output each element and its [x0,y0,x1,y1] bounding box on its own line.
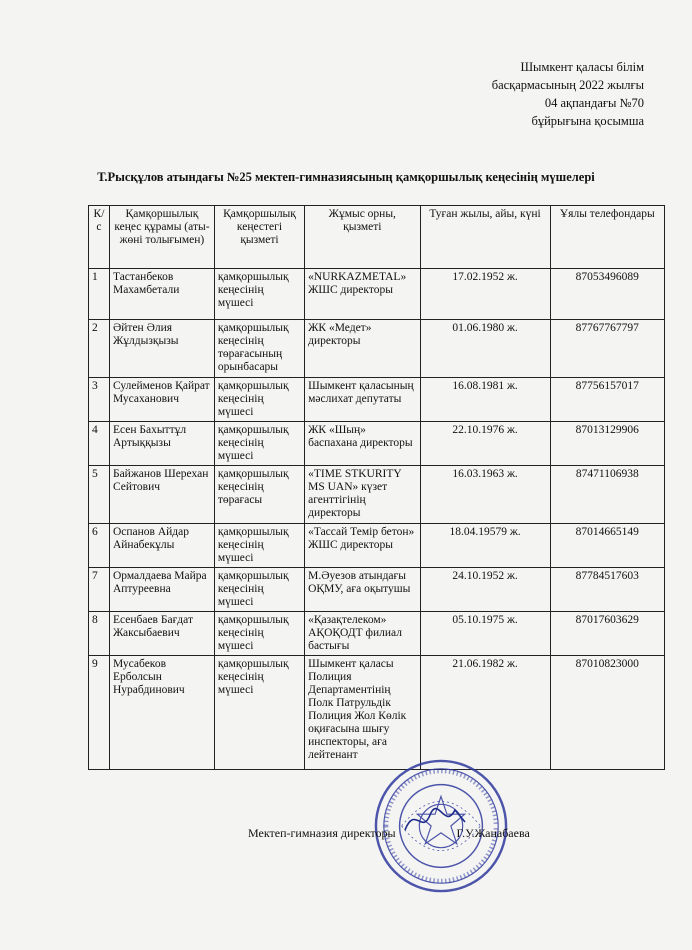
header-birth: Туған жылы, айы, күні [420,206,550,269]
cell-birth: 01.06.1980 ж. [420,320,550,378]
cell-phone: 87017603629 [550,612,664,656]
table-row [89,612,665,656]
cell-role: қамқоршылық кеңесінің мүшесі [214,378,304,422]
cell-name: Есенбаев Бағдат Жаксыбаевич [109,612,214,656]
cell-birth: 21.06.1982 ж. [420,656,550,770]
cell-birth: 05.10.1975 ж. [420,612,550,656]
cell-work: Шымкент қаласы Полиция Департаментінің Полк Патрульдік Полиция Жол Көлік оқиғасына шығу инспекторы, аға лейтенант [305,656,420,770]
annex-line-1: Шымкент қаласы білім [520,60,644,74]
cell-work: «Қазақтелеком» АҚОҚОДТ филиал бастығы [305,612,420,656]
cell-phone: 87013129906 [550,422,664,466]
table-row [89,656,665,770]
header-role: Қамқоршылық кеңестегі қызметі [214,206,304,269]
cell-role: қамқоршылық кеңесінің төрағасының орынбасары [214,320,304,378]
order-annex-note [492,58,644,130]
signature-label: Мектеп-гимназия директоры [248,826,396,840]
cell-name: Байжанов Шерехан Сейтович [109,466,214,524]
table-row [89,269,665,320]
cell-work: «Тассай Темір бетон» ЖШС директоры [305,524,420,568]
cell-phone: 87014665149 [550,524,664,568]
table-header-row [89,206,665,269]
cell-birth: 16.08.1981 ж. [420,378,550,422]
cell-birth: 16.03.1963 ж. [420,466,550,524]
cell-name: Тастанбеков Махамбетали [109,269,214,320]
cell-role: қамқоршылық кеңесінің мүшесі [214,422,304,466]
cell-phone: 87010823000 [550,656,664,770]
cell-role: қамқоршылық кеңесінің төрағасы [214,466,304,524]
cell-birth: 22.10.1976 ж. [420,422,550,466]
cell-num: 4 [89,422,110,466]
members-table [88,205,665,770]
cell-num: 1 [89,269,110,320]
annex-line-4: бұйрығына қосымша [531,114,644,128]
cell-num: 2 [89,320,110,378]
header-num: К/с [89,206,110,269]
cell-birth: 17.02.1952 ж. [420,269,550,320]
cell-role: қамқоршылық кеңесінің мүшесі [214,612,304,656]
cell-name: Әйтен Әлия Жұлдызқызы [109,320,214,378]
table-row [89,568,665,612]
table-row [89,466,665,524]
cell-phone: 87756157017 [550,378,664,422]
cell-num: 5 [89,466,110,524]
cell-name: Оспанов Айдар Айнабекұлы [109,524,214,568]
cell-phone: 87784517603 [550,568,664,612]
cell-birth: 18.04.19579 ж. [420,524,550,568]
header-name: Қамқоршылық кеңес құрамы (аты-жөні толығымен) [109,206,214,269]
cell-work: «NURKAZMETAL» ЖШС директоры [305,269,420,320]
signature-block [248,826,530,841]
table-row [89,422,665,466]
cell-name: Сулейменов Қайрат Мусаханович [109,378,214,422]
cell-role: қамқоршылық кеңесінің мүшесі [214,656,304,770]
cell-work: Шымкент қаласының мәслихат депутаты [305,378,420,422]
header-phone: Ұялы телефондары [550,206,664,269]
cell-role: қамқоршылық кеңесінің мүшесі [214,568,304,612]
document-title: Т.Рысқұлов атындағы №25 мектеп-гимназиясының қамқоршылық кеңесінің мүшелері [97,170,595,184]
cell-num: 8 [89,612,110,656]
cell-work: ЖК «Медет» директоры [305,320,420,378]
cell-name: Есен Бахыттұл Артыққызы [109,422,214,466]
cell-name: Мусабеков Ерболсын Нурабдинович [109,656,214,770]
header-work: Жұмыс орны, қызметі [305,206,420,269]
annex-line-3: 04 ақпандағы №70 [544,96,644,110]
director-name: Г.У.Жанабаева [456,826,530,840]
cell-work: «TIME STKURITY MS UAN» күзет агенттігінің директоры [305,466,420,524]
cell-num: 9 [89,656,110,770]
cell-num: 7 [89,568,110,612]
table-row [89,378,665,422]
table-row [89,524,665,568]
cell-work: М.Әуезов атындағы ОҚМУ, аға оқытушы [305,568,420,612]
cell-birth: 24.10.1952 ж. [420,568,550,612]
cell-num: 6 [89,524,110,568]
cell-role: қамқоршылық кеңесінің мүшесі [214,269,304,320]
cell-phone: 87471106938 [550,466,664,524]
table-row [89,320,665,378]
cell-phone: 87767767797 [550,320,664,378]
annex-line-2: басқармасының 2022 жылғы [491,78,644,92]
cell-role: қамқоршылық кеңесінің мүшесі [214,524,304,568]
cell-phone: 87053496089 [550,269,664,320]
cell-num: 3 [89,378,110,422]
cell-name: Ормалдаева Майра Аптуреевна [109,568,214,612]
cell-work: ЖК «Шың» баспахана директоры [305,422,420,466]
